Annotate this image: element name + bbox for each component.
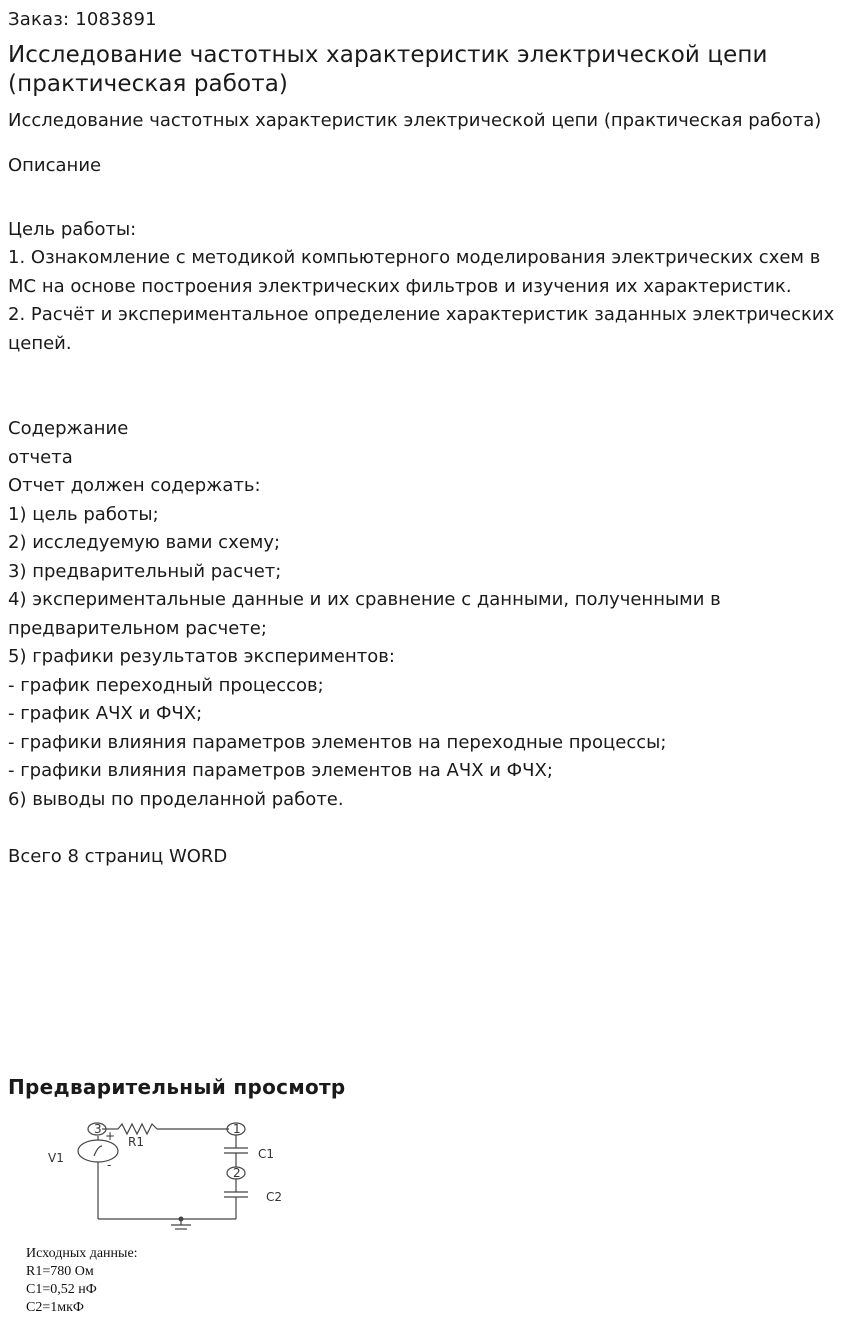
contents-item: 3) предварительный расчет;: [8, 560, 282, 582]
total-pages: Всего 8 страниц WORD: [8, 845, 228, 867]
contents-item: 5) графики результатов экспериментов:: [8, 646, 395, 667]
contents-item: 2) исследуемую вами схему;: [8, 532, 281, 553]
contents-item: 4) экспериментальные данные и их сравнение с данными, полученными в предварительном расчете;: [8, 589, 721, 639]
contents-heading: Содержание: [8, 418, 129, 439]
contents-item: - графики влияния параметров элементов на переходные процессы;: [8, 731, 667, 753]
node-3-label: 3: [94, 1122, 102, 1136]
goal-item: 1. Ознакомление с методикой компьютерного моделирования электрических схем в МС на основе построения электрических фильтров и изучения их характеристик.: [8, 247, 821, 297]
goal-section: [8, 216, 838, 359]
description-heading: Описание: [8, 154, 102, 176]
c1-label: C1: [258, 1147, 275, 1161]
page-title: Исследование частотных характеристик электрической цепи (практическая работа): [8, 42, 768, 97]
c2-label: C2: [266, 1190, 283, 1204]
minus-label: -: [107, 1158, 112, 1172]
contents-item: 6) выводы по проделанной работе.: [8, 788, 344, 810]
r1-resistor: [118, 1124, 157, 1134]
source-data-c1: C1=0,52 нФ: [26, 1282, 97, 1297]
voltage-source-symbol: [94, 1146, 102, 1156]
goal-item: 2. Расчёт и экспериментальное определение характеристик заданных электрических цепей.: [8, 304, 835, 354]
report-contents-section: [8, 415, 838, 814]
goal-heading: Цель работы:: [8, 218, 137, 240]
source-data-c2: C2=1мкФ: [26, 1300, 84, 1315]
contents-item: - графики влияния параметров элементов на АЧХ и ФЧХ;: [8, 760, 553, 781]
preview-image: [22, 1112, 322, 1327]
v1-label: V1: [48, 1151, 64, 1165]
page-content: [8, 0, 838, 871]
contents-intro: Отчет должен содержать:: [8, 475, 261, 496]
source-data-heading: Исходных данные:: [26, 1246, 138, 1261]
r1-label: R1: [128, 1135, 144, 1149]
source-data-r1: R1=780 Ом: [26, 1264, 94, 1279]
ground-junction: [179, 1217, 184, 1222]
order-number: Заказ: 1083891: [8, 9, 157, 30]
voltage-source-icon: [78, 1140, 118, 1162]
node-2-label: 2: [233, 1166, 241, 1180]
contents-item: 1) цель работы;: [8, 503, 159, 525]
circuit-schematic: [22, 1112, 322, 1242]
node-1-label: 1: [233, 1122, 241, 1136]
page-subtitle: Исследование частотных характеристик электрической цепи (практическая работа): [8, 110, 822, 131]
contents-item: - график переходный процессов;: [8, 674, 324, 696]
contents-item: - график АЧХ и ФЧХ;: [8, 703, 203, 724]
contents-heading-cont: отчета: [8, 446, 73, 468]
preview-heading: Предварительный просмотр: [8, 1075, 346, 1099]
plus-label: +: [105, 1129, 116, 1143]
source-data-block: [26, 1245, 138, 1317]
